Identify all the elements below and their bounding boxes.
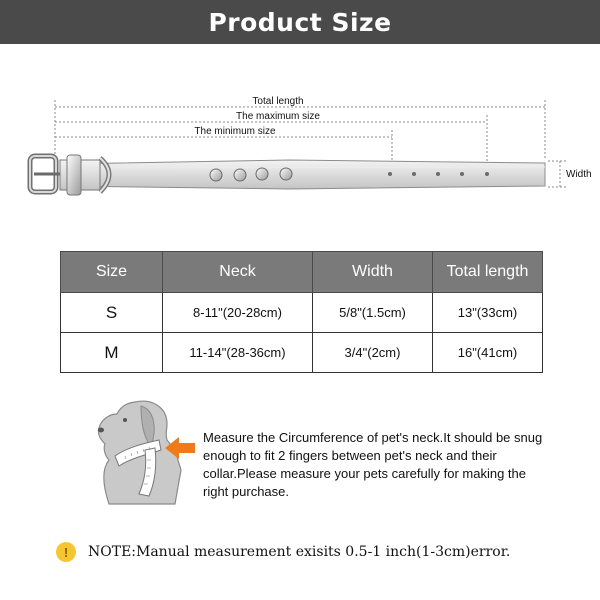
table-header-row (61, 252, 543, 293)
total-length-cell: 13"(33cm) (433, 293, 543, 333)
table-row (61, 293, 543, 333)
note-text: NOTE:Manual measurement exisits 0.5-1 inch(1-3cm)error. (88, 544, 511, 560)
dog-eye (123, 418, 127, 422)
page-title: Product Size (208, 7, 392, 37)
dog-neck-measure-illustration (95, 396, 195, 508)
header-total-length: Total length (433, 252, 543, 293)
exclamation-icon: ! (56, 542, 76, 562)
neck-cell: 8-11"(20-28cm) (163, 293, 313, 333)
width-dimension (548, 161, 566, 187)
size-cell: M (61, 333, 163, 373)
measurement-instructions: Measure the Circumference of pet's neck.It should be snug enough to fit 2 fingers between pet's neck and their collar.Please measure your pets carefully for making the right purchase. (203, 430, 543, 499)
size-table (60, 251, 543, 373)
header-width: Width (313, 252, 433, 293)
collar-diagram (0, 44, 600, 224)
note-bar (56, 542, 510, 562)
collar-illustration (30, 155, 545, 195)
dog-nose (98, 428, 104, 433)
minimum-size-label: The minimum size (194, 126, 276, 137)
total-length-cell: 16"(41cm) (433, 333, 543, 373)
neck-cell: 11-14"(28-36cm) (163, 333, 313, 373)
header-size: Size (61, 252, 163, 293)
title-banner (0, 0, 600, 44)
size-cell: S (61, 293, 163, 333)
header-neck: Neck (163, 252, 313, 293)
width-label: Width (566, 169, 592, 180)
total-length-label: Total length (252, 96, 304, 107)
total-length-dimension (55, 100, 545, 160)
table-row (61, 333, 543, 373)
width-cell: 5/8"(1.5cm) (313, 293, 433, 333)
width-cell: 3/4"(2cm) (313, 333, 433, 373)
maximum-size-label: The maximum size (236, 111, 320, 122)
